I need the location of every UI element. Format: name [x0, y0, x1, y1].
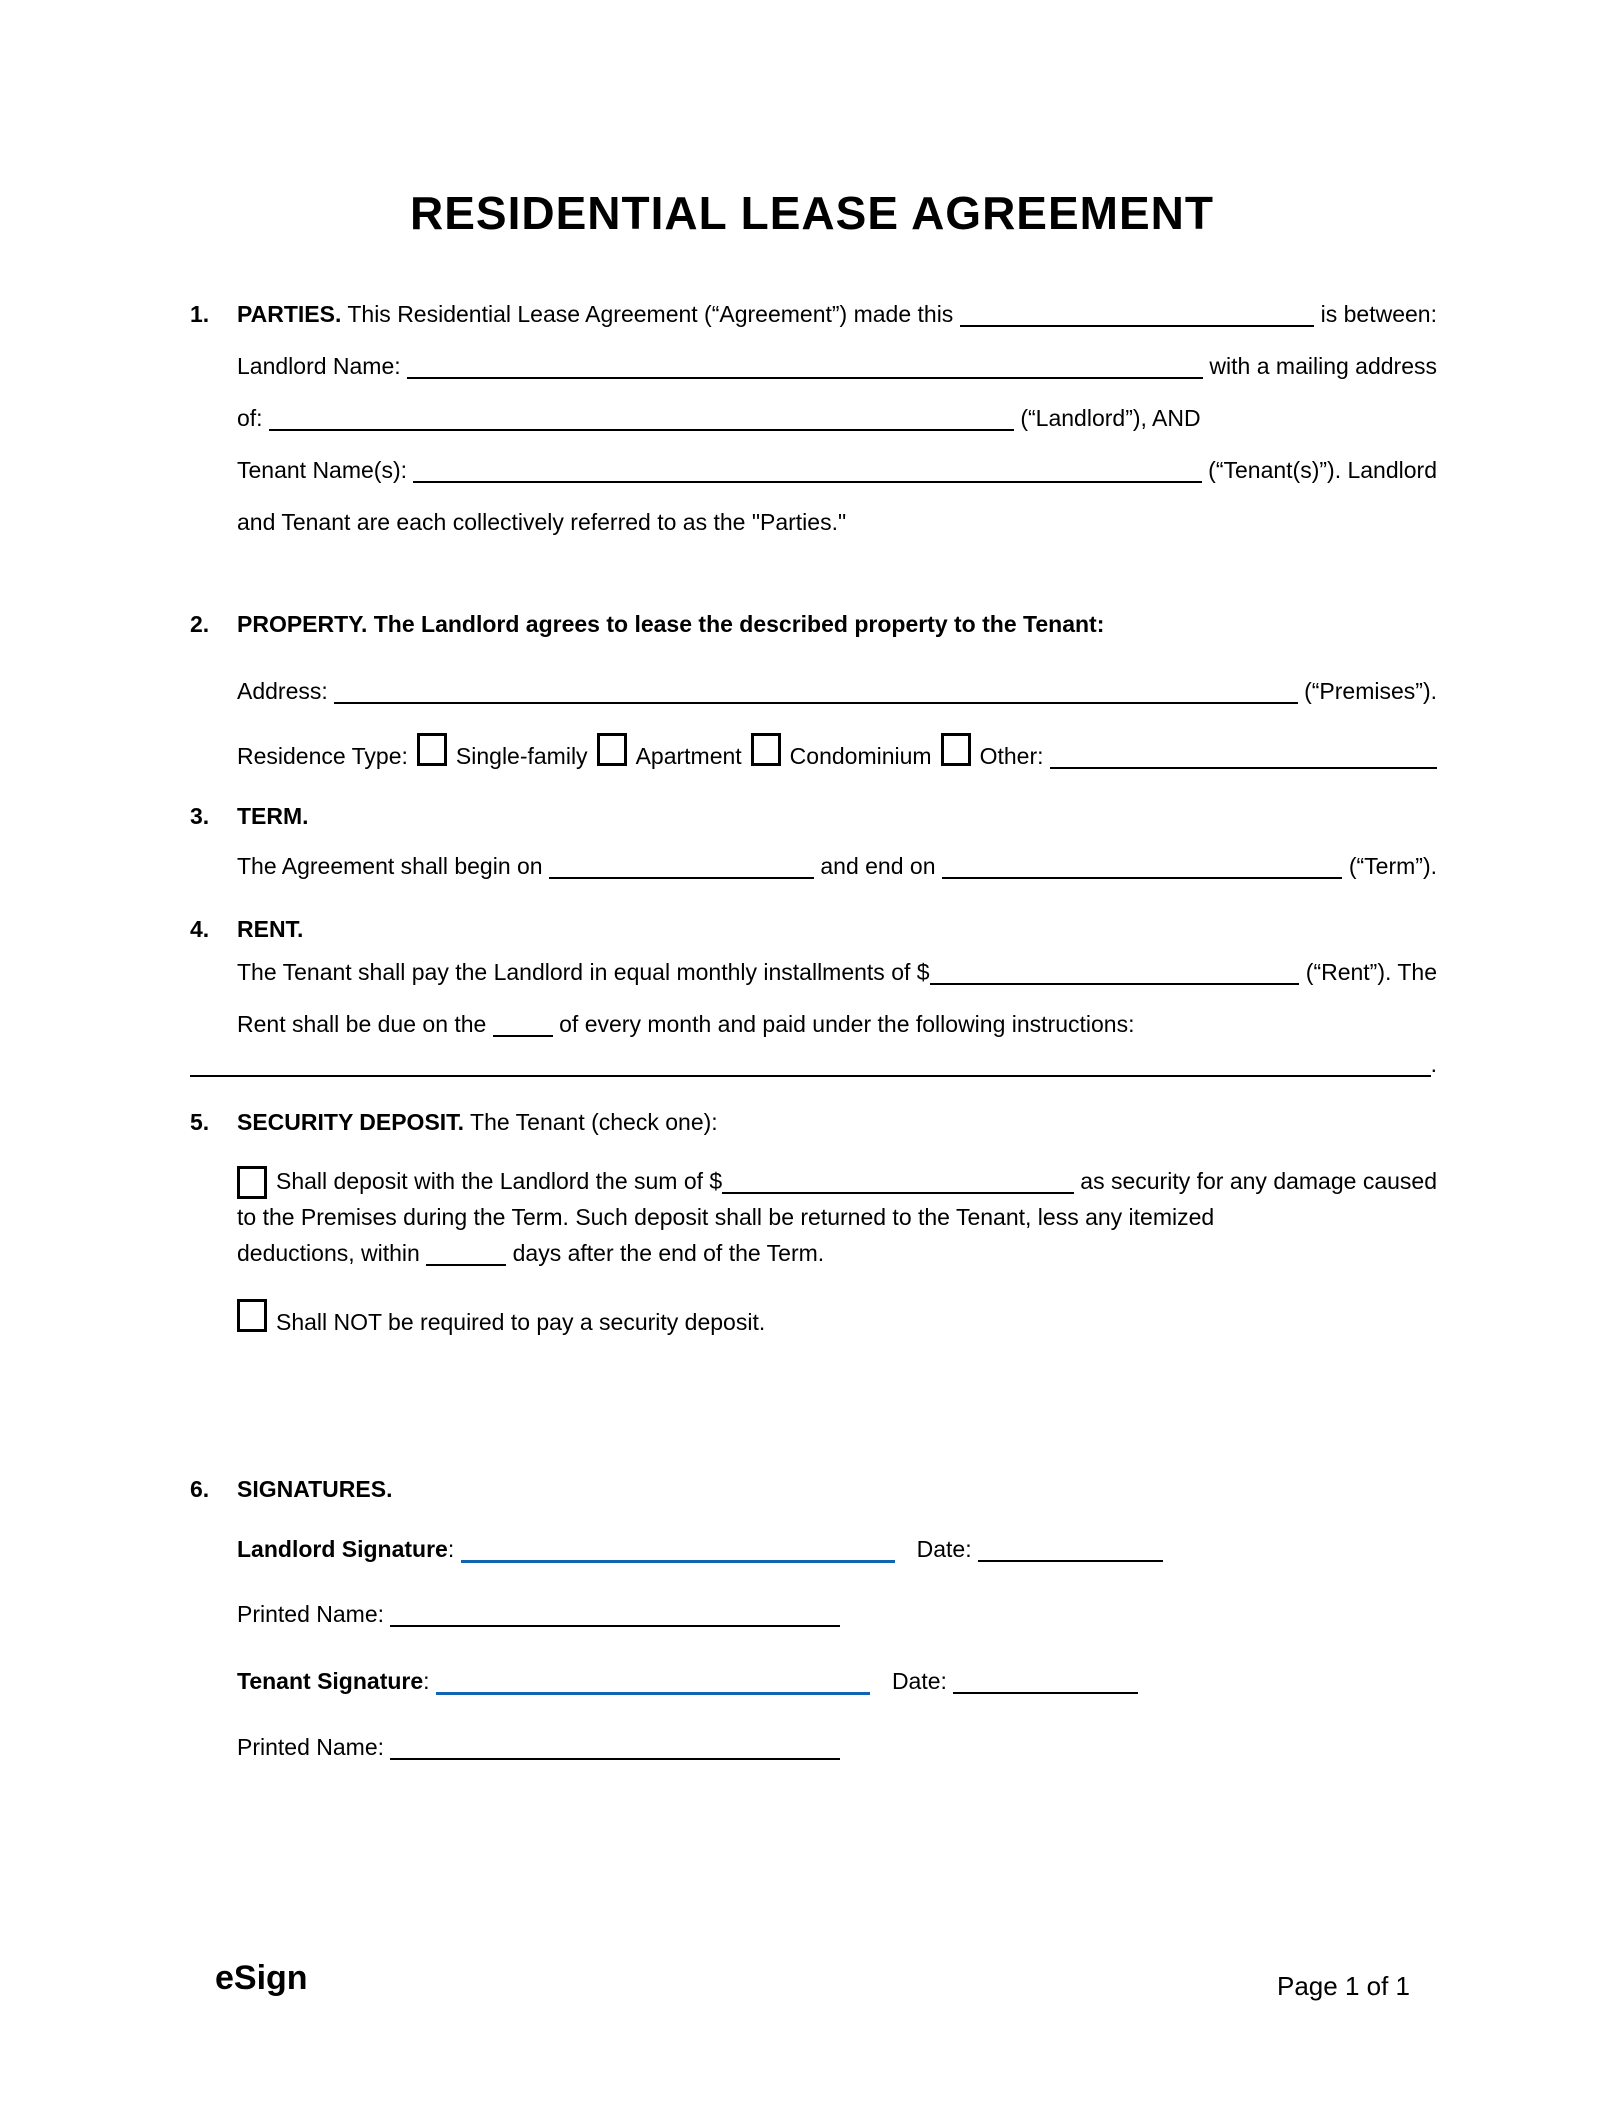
- rent-paragraph: [237, 946, 1437, 1050]
- section-number: 3.: [190, 803, 210, 829]
- text: to the Premises during the Term. Such deposit shall be returned to the Tenant, less any itemized: [237, 1204, 1215, 1230]
- deposit-option-paragraph: [237, 1163, 1437, 1271]
- section-title-signatures: SIGNATURES.: [237, 1476, 393, 1502]
- text: Landlord Signature: [237, 1536, 448, 1562]
- text: .: [1430, 1051, 1437, 1077]
- text: and Tenant are each collectively referred to as the "Parties.": [237, 509, 847, 535]
- text-row: [237, 1523, 1437, 1575]
- payment-instructions-field[interactable]: [190, 1038, 1431, 1077]
- text-row: [237, 340, 1437, 392]
- term-line: [237, 840, 1437, 892]
- rent-due-day-field[interactable]: [493, 998, 553, 1037]
- text: Condominium: [789, 743, 932, 769]
- text-row: [237, 1588, 1437, 1640]
- section-title-term: TERM.: [237, 803, 309, 829]
- text-row: [237, 840, 1437, 892]
- text-row: [237, 496, 1437, 548]
- text-row: [237, 288, 1437, 340]
- text: Shall NOT be required to pay a security deposit.: [276, 1309, 766, 1335]
- text: Tenant Signature: [237, 1668, 424, 1694]
- term-start-date-field[interactable]: [549, 840, 814, 879]
- text: Residence Type:: [237, 743, 408, 769]
- text: Tenant Name(s):: [237, 457, 414, 483]
- text: Printed Name:: [237, 1734, 391, 1760]
- text-row: [237, 790, 1437, 842]
- payment-instructions-line: [190, 1038, 1437, 1090]
- checkbox-condominium[interactable]: [751, 733, 781, 766]
- text-row: [237, 1721, 1437, 1773]
- text: Single-family: [455, 743, 588, 769]
- landlord-name-field[interactable]: [407, 340, 1203, 379]
- term-end-date-field[interactable]: [942, 840, 1343, 879]
- text: (“Term”).: [1342, 853, 1437, 879]
- text-row: [237, 946, 1437, 998]
- text-row: [237, 392, 1437, 444]
- tenant-signature-date-field[interactable]: [953, 1655, 1138, 1694]
- landlord-signature-field[interactable]: [461, 1523, 895, 1563]
- text: is between:: [1314, 301, 1437, 327]
- checkbox-apartment[interactable]: [597, 733, 627, 766]
- text: Rent shall be due on the: [237, 1011, 493, 1037]
- landlord-printed-name-line: [237, 1588, 1437, 1640]
- text-row: [237, 1163, 1437, 1199]
- text: as security for any damage caused: [1073, 1168, 1437, 1194]
- text-row: [190, 1038, 1437, 1090]
- section-title-property: PROPERTY. The Landlord agrees to lease the described property to the Tenant:: [237, 611, 1105, 637]
- section-title-parties: PARTIES.: [237, 301, 342, 327]
- tenant-names-field[interactable]: [413, 444, 1201, 483]
- text: Date:: [891, 1668, 954, 1694]
- text-row: [237, 444, 1437, 496]
- text: Date:: [916, 1536, 978, 1562]
- other-residence-field[interactable]: [1050, 730, 1437, 769]
- text: days after the end of the Term.: [506, 1240, 825, 1266]
- text-row: [237, 1199, 1437, 1235]
- section-number: 2.: [190, 611, 210, 637]
- text: (“Tenant(s)”). Landlord: [1201, 457, 1437, 483]
- document-title: RESIDENTIAL LEASE AGREEMENT: [410, 187, 1214, 239]
- property-address-line: [237, 665, 1437, 717]
- text: (“Landlord”), AND: [1013, 405, 1201, 431]
- section-title-security-deposit: SECURITY DEPOSIT.: [237, 1109, 465, 1135]
- rent-amount-field[interactable]: [930, 946, 1300, 985]
- landlord-printed-name-field[interactable]: [390, 1588, 840, 1627]
- section-security-deposit: [190, 1096, 1437, 1148]
- section-number: 5.: [190, 1109, 210, 1135]
- text: Shall deposit with the Landlord the sum of $: [276, 1168, 723, 1194]
- tenant-printed-name-field[interactable]: [390, 1721, 840, 1760]
- section-property: [190, 598, 1437, 650]
- text-row: [237, 1463, 1437, 1515]
- checkbox-shall-deposit[interactable]: [237, 1166, 267, 1199]
- text: :: [423, 1668, 436, 1694]
- text-row: [237, 1655, 1437, 1707]
- section-number: 4.: [190, 916, 210, 942]
- tenant-signature-field[interactable]: [436, 1655, 870, 1695]
- landlord-signature-date-field[interactable]: [978, 1523, 1163, 1562]
- premises-address-field[interactable]: [334, 665, 1298, 704]
- text: :: [447, 1536, 461, 1562]
- tenant-printed-name-line: [237, 1721, 1437, 1773]
- text-row: [237, 1235, 1437, 1271]
- landlord-address-field[interactable]: [269, 392, 1014, 431]
- checkbox-other[interactable]: [941, 733, 971, 766]
- checkbox-single-family[interactable]: [417, 733, 447, 766]
- agreement-date-field[interactable]: [960, 288, 1315, 327]
- section-number: 6.: [190, 1476, 210, 1502]
- text-row: [237, 730, 1437, 782]
- text: with a mailing address: [1203, 353, 1437, 379]
- deposit-amount-field[interactable]: [722, 1163, 1074, 1194]
- text: Landlord Name:: [237, 353, 408, 379]
- text: The Tenant (check one):: [464, 1109, 718, 1135]
- text: The Agreement shall begin on: [237, 853, 549, 879]
- text: This Residential Lease Agreement (“Agreement”) made this: [341, 301, 960, 327]
- residence-type-line: [237, 730, 1437, 782]
- text-row: [237, 665, 1437, 717]
- text: Address:: [237, 678, 335, 704]
- deposit-return-days-field[interactable]: [426, 1235, 506, 1266]
- section-title-rent: RENT.: [237, 916, 304, 942]
- text: (“Rent”). The: [1299, 959, 1437, 985]
- section-number: 1.: [190, 301, 210, 327]
- no-deposit-option-line: [237, 1296, 1437, 1348]
- section-parties: [190, 288, 1437, 548]
- text: Printed Name:: [237, 1601, 391, 1627]
- text: of:: [237, 405, 269, 431]
- page-number-label: Page 1 of 1: [1277, 1971, 1410, 2001]
- section-term: [190, 790, 1437, 842]
- text: (“Premises”).: [1297, 678, 1437, 704]
- esign-logo: eSign: [215, 1959, 308, 1997]
- text: and end on: [813, 853, 942, 879]
- text-row: [237, 1296, 1437, 1348]
- tenant-signature-line: [237, 1655, 1437, 1707]
- text: The Tenant shall pay the Landlord in equal monthly installments of $: [237, 959, 930, 985]
- text: Other:: [979, 743, 1050, 769]
- section-signatures: [190, 1463, 1437, 1515]
- text-row: [237, 598, 1437, 650]
- text-row: [237, 1096, 1437, 1148]
- landlord-signature-line: [237, 1523, 1437, 1575]
- text: of every month and paid under the following instructions:: [552, 1011, 1135, 1037]
- checkbox-shall-not-deposit[interactable]: [237, 1299, 267, 1332]
- text: Apartment: [635, 743, 742, 769]
- text: deductions, within: [237, 1240, 427, 1266]
